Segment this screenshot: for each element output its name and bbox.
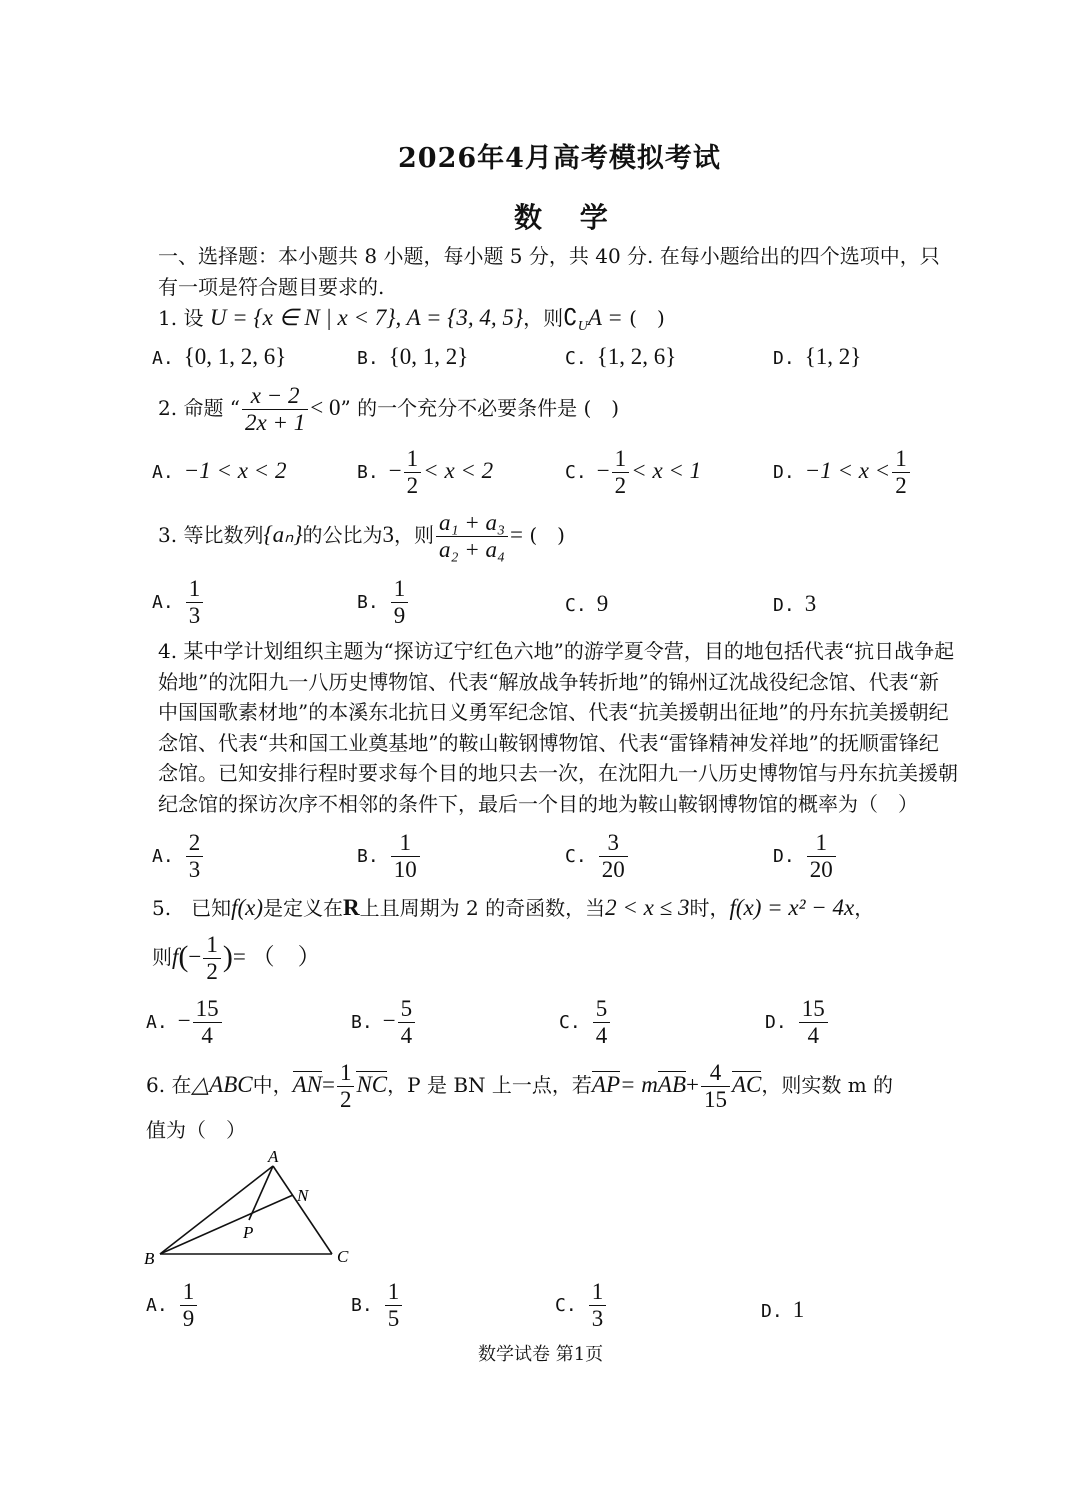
q5-option-c: C. $\frac{5}{4}$ bbox=[559, 996, 612, 1049]
q1-option-d: D. {1, 2} bbox=[773, 344, 862, 369]
page-footer: 数学试卷 第1页 bbox=[478, 1344, 604, 1365]
q3-option-b: B. $\frac{1}{9}$ bbox=[357, 576, 410, 629]
question-1-stem: 1. 设 U = {x ∈ N | x < 7}, A = {3, 4, 5}，则$∁_UA$ = ( ) bbox=[158, 305, 665, 334]
q6-option-a: A. $\frac{1}{9}$ bbox=[146, 1279, 199, 1332]
question-2-stem: 2. 命题 “ $\frac{x - 2}{2x + 1}$ < 0” 的一个充分不必要条件是 ( ) bbox=[158, 383, 620, 435]
label-n: N bbox=[297, 1186, 309, 1205]
segment-ap bbox=[249, 1166, 273, 1220]
triangle-figure bbox=[136, 1140, 366, 1276]
q1-option-a: A. {0, 1, 2, 6} bbox=[152, 344, 287, 369]
q4-option-c: C. $\frac{3}{20}$ bbox=[565, 830, 630, 883]
question-6-stem: 6. 在△ABC中，AN= $\frac{1}{2}$ NC，P 是 BN 上一点，若AP= mAB+ $\frac{4}{15}$ AC，则实数 m 的 bbox=[146, 1060, 894, 1112]
q6-option-c: C. $\frac{1}{3}$ bbox=[555, 1279, 608, 1332]
side-ac bbox=[273, 1166, 332, 1254]
q6-option-b: B. $\frac{1}{5}$ bbox=[351, 1279, 404, 1332]
q1-option-c: C. {1, 2, 6} bbox=[565, 344, 677, 369]
q3-option-a: A. $\frac{1}{3}$ bbox=[152, 576, 205, 629]
label-c: C bbox=[337, 1247, 349, 1266]
q4-option-a: A. $\frac{2}{3}$ bbox=[152, 830, 205, 883]
question-4-stem: 4. 某中学计划组织主题为“探访辽宁红色六地”的游学夏令营，目的地包括代表“抗日战争起始地”的沈阳九一八历史博物馆、代表“解放战争转折地”的锦州辽沈战役纪念馆、代表“新中国国歌素材地”的本溪东北抗日义勇军纪念馆、代表“抗美援朝出征地”的丹东抗美援朝纪念馆、代表“共和国工业奠基地”的鞍山鞍钢博物馆、代表“雷锋精神发祥地”的抚顺雷锋纪念馆。已知安排行程时要求每个目的地只去一次，在沈阳九一八历史博物馆与丹东抗美援朝纪念馆的探访次序不相邻的条件下，最后一个目的地为鞍山鞍钢博物馆的概率为（ ） bbox=[158, 639, 958, 816]
q3-option-d: D. 3 bbox=[773, 591, 817, 616]
section-intro: 一、选择题：本小题共 8 小题，每小题 5 分，共 40 分. 在每小题给出的四个选项中，只有一项是符合题目要求的. bbox=[158, 244, 940, 299]
q5-option-a: A. − $\frac{15}{4}$ bbox=[146, 996, 224, 1049]
exam-title: 2026年4月高考模拟考试 bbox=[398, 143, 721, 174]
q1-option-b: B. {0, 1, 2} bbox=[357, 344, 469, 369]
question-5-ask: 则f(− $\frac{1}{2}$ )= （ ） bbox=[152, 932, 321, 984]
question-3-stem: 3. 等比数列{aₙ}的公比为3，则 $\frac{\text{a₁ + a₃}}{\text{a₂ + a₄}}$ = ( ) bbox=[158, 510, 565, 562]
q2-option-c: C. − $\frac{1}{2}$ < x < 1 bbox=[565, 446, 702, 498]
label-b: B bbox=[144, 1249, 155, 1268]
q4-option-b: B. $\frac{1}{10}$ bbox=[357, 830, 422, 883]
segment-bn bbox=[160, 1195, 293, 1254]
q2-option-d: D. −1 < x < $\frac{1}{2}$ bbox=[773, 446, 912, 499]
q2-option-b: B. − $\frac{1}{2}$ < x < 2 bbox=[357, 446, 494, 498]
subject-title: 数 学 bbox=[514, 201, 622, 234]
q5-option-d: D. $\frac{15}{4}$ bbox=[765, 996, 830, 1049]
q4-option-d: D. $\frac{1}{20}$ bbox=[773, 830, 838, 883]
side-ab bbox=[160, 1166, 273, 1254]
q3-option-c: C. 9 bbox=[565, 591, 609, 616]
q2-option-a: A. −1 < x < 2 bbox=[152, 458, 287, 483]
q6-option-d: D. 1 bbox=[761, 1297, 805, 1322]
question-6-ask: 值为（ ） bbox=[146, 1118, 246, 1142]
question-5-stem: 5. 已知f(x)是定义在R上且周期为 2 的奇函数，当2 < x ≤ 3时，f(x) = x² − 4x， bbox=[152, 895, 875, 920]
label-p: P bbox=[243, 1223, 254, 1242]
label-a: A bbox=[268, 1147, 279, 1166]
q5-option-b: B. − $\frac{5}{4}$ bbox=[351, 996, 417, 1049]
